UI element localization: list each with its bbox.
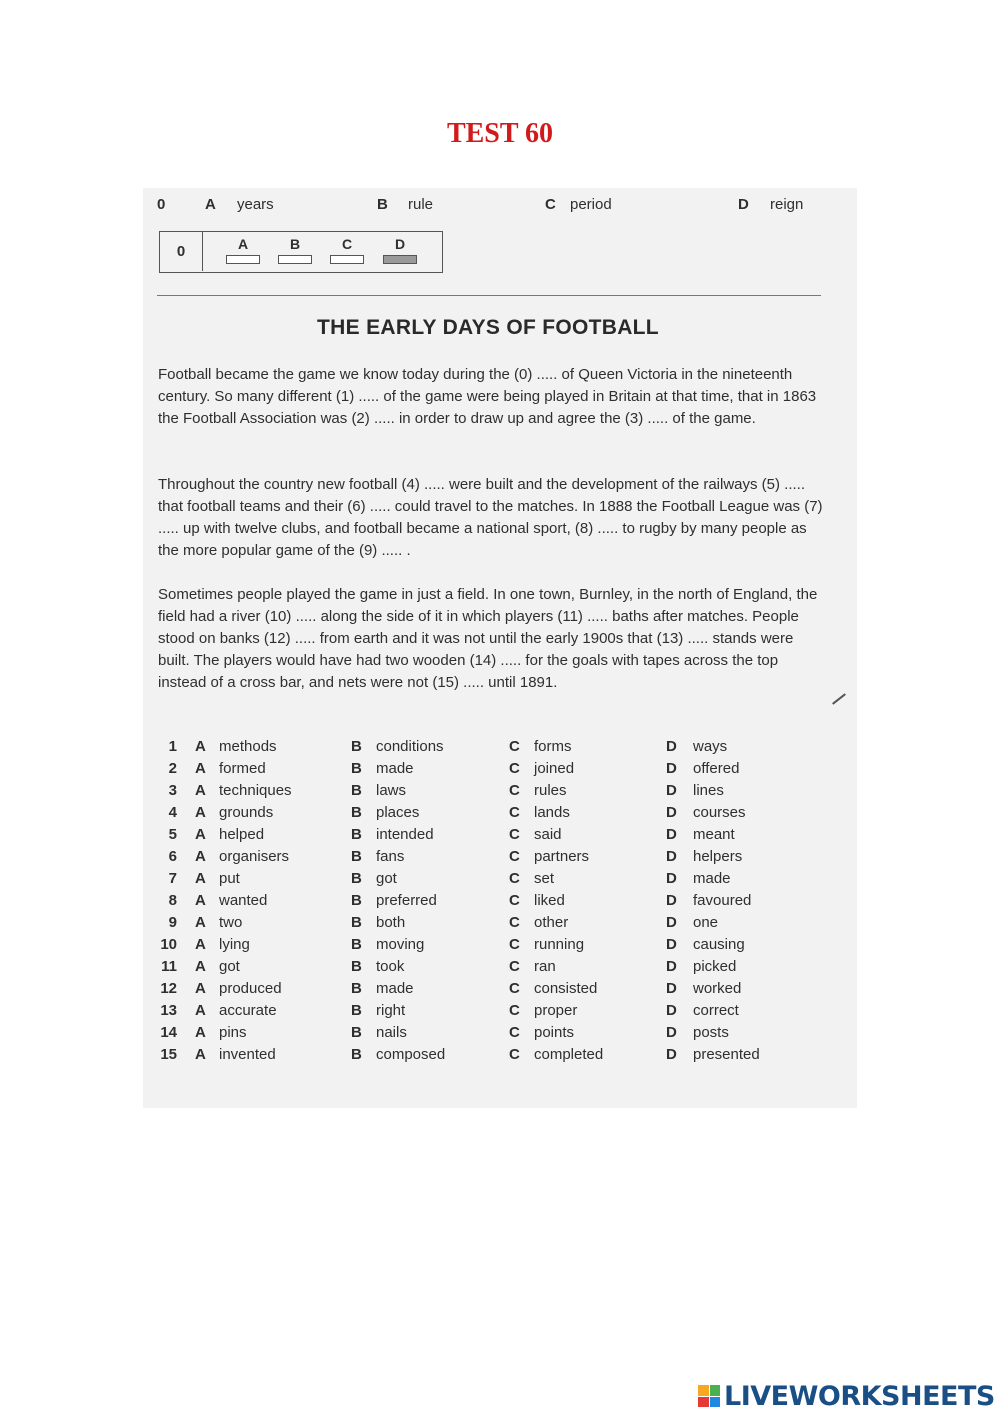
option-letter-a: A — [195, 760, 206, 777]
option-c: running — [534, 936, 585, 953]
option-b: fans — [376, 848, 405, 865]
option-letter-a: A — [195, 1002, 206, 1019]
answer-option-d: D — [383, 236, 417, 264]
option-b: conditions — [376, 738, 444, 755]
option-letter-d: D — [666, 914, 677, 931]
option-letter-a: A — [195, 782, 206, 799]
option-c: joined — [534, 760, 575, 777]
example-option-a: years — [237, 196, 274, 213]
option-letter-a: A — [195, 1024, 206, 1041]
option-letter-c: C — [509, 914, 520, 931]
option-d: ways — [693, 738, 728, 755]
option-c: set — [534, 870, 555, 887]
page-title: TEST 60 — [446, 118, 554, 149]
option-letter-c: C — [509, 958, 520, 975]
option-c: rules — [534, 782, 567, 799]
option-b: moving — [376, 936, 425, 953]
option-c: consisted — [534, 980, 598, 997]
option-c: points — [534, 1024, 575, 1041]
option-d: causing — [693, 936, 745, 953]
option-d: favoured — [693, 892, 752, 909]
option-letter-b: B — [351, 1024, 362, 1041]
option-letter-b: B — [351, 980, 362, 997]
example-letter-c: C — [545, 196, 556, 213]
option-letter-a: A — [195, 848, 206, 865]
option-letter-d: D — [666, 958, 677, 975]
option-c: other — [534, 914, 569, 931]
question-number: 10 — [160, 936, 177, 953]
question-number: 11 — [161, 958, 177, 975]
passage-heading: THE EARLY DAYS OF FOOTBALL — [317, 316, 659, 339]
logo-square — [710, 1397, 721, 1408]
answer-bubble-a — [226, 255, 260, 264]
question-row — [143, 782, 857, 804]
answer-option-b: B — [278, 236, 312, 264]
option-letter-c: C — [509, 782, 520, 799]
option-letter-d: D — [666, 892, 677, 909]
option-b: made — [376, 760, 414, 777]
option-letter-a: A — [195, 804, 206, 821]
option-letter-b: B — [351, 782, 362, 799]
liveworksheets-logo — [698, 1379, 995, 1413]
question-number: 14 — [160, 1024, 177, 1041]
question-number: 12 — [160, 980, 177, 997]
option-a: lying — [219, 936, 250, 953]
example-option-b: rule — [408, 196, 434, 213]
option-b: got — [376, 870, 397, 887]
option-d: picked — [693, 958, 737, 975]
option-letter-a: A — [195, 936, 206, 953]
logo-square — [698, 1397, 709, 1408]
option-letter-c: C — [509, 804, 520, 821]
option-c: forms — [534, 738, 572, 755]
option-letter-c: C — [509, 848, 520, 865]
answer-option-a: A — [226, 236, 260, 264]
option-letter-b: B — [351, 804, 362, 821]
option-a: wanted — [219, 892, 268, 909]
option-b: laws — [376, 782, 407, 799]
option-d: offered — [693, 760, 740, 777]
question-row — [143, 958, 857, 980]
option-letter-a: A — [195, 958, 206, 975]
option-d: helpers — [693, 848, 743, 865]
question-number: 1 — [168, 738, 177, 755]
example-letter-d: D — [738, 196, 749, 213]
option-b: composed — [376, 1046, 446, 1063]
question-row — [143, 914, 857, 936]
question-row — [143, 1024, 857, 1046]
option-letter-a: A — [195, 738, 206, 755]
option-b: took — [376, 958, 405, 975]
option-b: both — [376, 914, 406, 931]
option-d: made — [693, 870, 731, 887]
option-letter-c: C — [509, 1046, 520, 1063]
option-c: proper — [534, 1002, 578, 1019]
option-c: liked — [534, 892, 565, 909]
option-d: one — [693, 914, 719, 931]
option-letter-b: B — [351, 958, 362, 975]
option-letter-b: B — [351, 848, 362, 865]
option-c: said — [534, 826, 562, 843]
question-row — [143, 804, 857, 826]
question-number: 8 — [168, 892, 177, 909]
option-letter-a: A — [195, 870, 206, 887]
question-row — [143, 826, 857, 848]
option-letter-b: B — [351, 760, 362, 777]
question-number: 15 — [160, 1046, 177, 1063]
option-d: posts — [693, 1024, 729, 1041]
logo-grid-icon — [698, 1385, 720, 1407]
option-letter-b: B — [351, 936, 362, 953]
option-letter-c: C — [509, 1002, 520, 1019]
question-row — [143, 892, 857, 914]
option-d: meant — [693, 826, 735, 843]
option-c: lands — [534, 804, 570, 821]
option-letter-b: B — [351, 1002, 362, 1019]
option-d: correct — [693, 1002, 739, 1019]
option-d: presented — [693, 1046, 760, 1063]
option-b: made — [376, 980, 414, 997]
example-letter-a: A — [205, 196, 216, 213]
option-b: places — [376, 804, 420, 821]
option-a: accurate — [219, 1002, 277, 1019]
question-number: 4 — [168, 804, 177, 821]
question-row — [143, 1002, 857, 1024]
option-a: two — [219, 914, 243, 931]
example-answer-box — [159, 231, 443, 273]
option-d: worked — [693, 980, 742, 997]
option-letter-d: D — [666, 980, 677, 997]
option-letter-c: C — [509, 870, 520, 887]
option-c: completed — [534, 1046, 604, 1063]
question-number: 13 — [160, 1002, 177, 1019]
option-letter-a: A — [195, 980, 206, 997]
option-letter-c: C — [509, 1024, 520, 1041]
option-letter-d: D — [666, 826, 677, 843]
option-letter-b: B — [351, 1046, 362, 1063]
question-number: 6 — [168, 848, 177, 865]
option-letter-d: D — [666, 1046, 677, 1063]
question-row — [143, 738, 857, 760]
option-a: organisers — [219, 848, 290, 865]
example-row — [143, 192, 857, 216]
option-letter-a: A — [195, 826, 206, 843]
option-a: techniques — [219, 782, 292, 799]
question-row — [143, 1046, 857, 1068]
option-letter-d: D — [666, 760, 677, 777]
option-a: grounds — [219, 804, 274, 821]
question-number: 9 — [168, 914, 177, 931]
answer-option-c: C — [330, 236, 364, 264]
answer-bubble-c — [330, 255, 364, 264]
option-letter-b: B — [351, 826, 362, 843]
answer-box-number: 0 — [160, 232, 203, 271]
option-b: intended — [376, 826, 434, 843]
logo-square — [698, 1385, 709, 1396]
option-c: partners — [534, 848, 590, 865]
option-letter-d: D — [666, 1002, 677, 1019]
option-b: right — [376, 1002, 406, 1019]
worksheet-scan — [143, 188, 857, 1108]
option-letter-d: D — [666, 870, 677, 887]
option-a: put — [219, 870, 240, 887]
option-letter-b: B — [351, 738, 362, 755]
option-letter-b: B — [351, 914, 362, 931]
passage-paragraph-2: Throughout the country new football (4) ..... were built and the development of the railways (5) ..... that football teams and their (6) ..... could travel to the matches. In 1888 the Football League was (7) ..... up with twelve clubs, and football became a national sport, (8) ..... to rugby by many people as the more popular game of the (9) ..... . — [158, 476, 823, 559]
question-row — [143, 980, 857, 1002]
option-b: nails — [376, 1024, 407, 1041]
option-b: preferred — [376, 892, 437, 909]
option-letter-a: A — [195, 1046, 206, 1063]
option-letter-d: D — [666, 1024, 677, 1041]
option-letter-a: A — [195, 914, 206, 931]
option-letter-b: B — [351, 892, 362, 909]
divider-rule — [157, 295, 821, 296]
option-a: got — [219, 958, 240, 975]
example-option-d: reign — [770, 196, 804, 213]
option-letter-d: D — [666, 782, 677, 799]
logo-square — [710, 1385, 721, 1396]
option-c: ran — [534, 958, 556, 975]
option-letter-d: D — [666, 848, 677, 865]
option-a: methods — [219, 738, 277, 755]
answer-bubble-b — [278, 255, 312, 264]
answer-bubble-d-selected — [383, 255, 417, 264]
option-letter-c: C — [509, 760, 520, 777]
option-a: invented — [219, 1046, 276, 1063]
option-letter-c: C — [509, 738, 520, 755]
option-letter-d: D — [666, 738, 677, 755]
option-letter-d: D — [666, 804, 677, 821]
option-letter-d: D — [666, 936, 677, 953]
option-a: produced — [219, 980, 282, 997]
option-d: lines — [693, 782, 724, 799]
question-row — [143, 848, 857, 870]
option-a: helped — [219, 826, 265, 843]
option-letter-c: C — [509, 892, 520, 909]
passage-paragraph-1: Football became the game we know today during the (0) ..... of Queen Victoria in the nineteenth century. So many different (1) ..... of the game were being played in Britain at that time, that in 1863 the Football Association was (2) ..... in order to draw up and agree the (3) ..... of the game. — [158, 366, 817, 427]
option-letter-c: C — [509, 980, 520, 997]
option-letter-b: B — [351, 870, 362, 887]
option-a: formed — [219, 760, 266, 777]
brand-text: LIVEWORKSHEETS — [724, 1380, 995, 1412]
example-number: 0 — [157, 196, 166, 213]
question-number: 3 — [168, 782, 177, 799]
question-row — [143, 936, 857, 958]
option-letter-a: A — [195, 892, 206, 909]
question-number: 7 — [168, 870, 177, 887]
option-letter-c: C — [509, 936, 520, 953]
question-number: 2 — [168, 760, 177, 777]
option-letter-c: C — [509, 826, 520, 843]
passage-paragraph-3: Sometimes people played the game in just a field. In one town, Burnley, in the north of England, the field had a river (10) ..... along the side of it in which players (11) ..... baths after matches. People stood on banks (12) ..... from earth and it was not until the early 1900s that (13) ..... stands were built. The players would have had two wooden (14) ..... for the goals with tapes across the top instead of a cross bar, and nets were not (15) ..... until 1891. — [158, 586, 818, 691]
question-row — [143, 870, 857, 892]
question-number: 5 — [168, 826, 177, 843]
option-a: pins — [219, 1024, 247, 1041]
option-d: courses — [693, 804, 746, 821]
question-row — [143, 760, 857, 782]
pen-mark — [832, 693, 846, 704]
example-letter-b: B — [377, 196, 388, 213]
example-option-c: period — [570, 196, 612, 213]
